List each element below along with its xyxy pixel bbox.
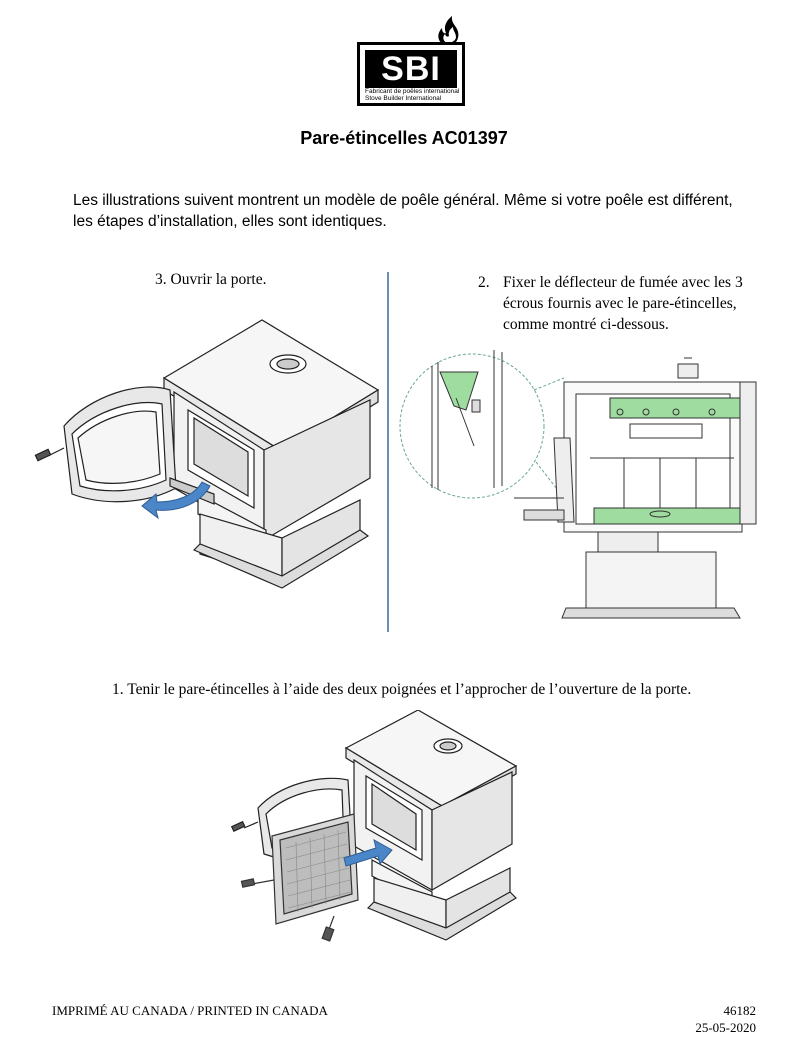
logo-tagline-en: Stove Builder International <box>365 95 442 102</box>
step-1-text: 1. Tenir le pare-étincelles à l’aide des deux poignées et l’approcher de l’ouverture de la porte. <box>112 681 692 698</box>
step-2-number: 2. <box>478 274 490 291</box>
step-2-body: Fixer le déflecteur de fumée avec les 3 écrous fournis avec le pare-étincelles, comme montré ci-dessous. <box>503 274 743 333</box>
footer-date: 25-05-2020 <box>695 1020 756 1035</box>
logo-box <box>357 42 465 106</box>
spark-screen <box>242 814 358 941</box>
intro-paragraph: Les illustrations suivent montrent un modèle de poêle général. Même si votre poêle est différent, les étapes d’installation, elles sont identiques. <box>73 192 733 230</box>
deflector-cross-section-illustration <box>394 338 784 626</box>
footer-document-number: 46182 <box>723 1003 756 1018</box>
screen-insertion-illustration <box>226 710 532 944</box>
column-divider <box>387 272 389 632</box>
logo-tagline-fr: Fabricant de poêles international <box>365 88 460 95</box>
step-2-text <box>478 272 778 335</box>
footer-printed-in-canada: IMPRIMÉ AU CANADA / PRINTED IN CANADA <box>52 1003 328 1018</box>
step-3-text: 3. Ouvrir la porte. <box>155 271 267 288</box>
sbi-logo <box>357 14 477 118</box>
stove-open-door-illustration <box>30 318 380 590</box>
page-title: Pare-étincelles AC01397 <box>300 128 508 148</box>
detail-magnifier <box>400 354 564 498</box>
logo-brand: SBI <box>365 50 457 88</box>
